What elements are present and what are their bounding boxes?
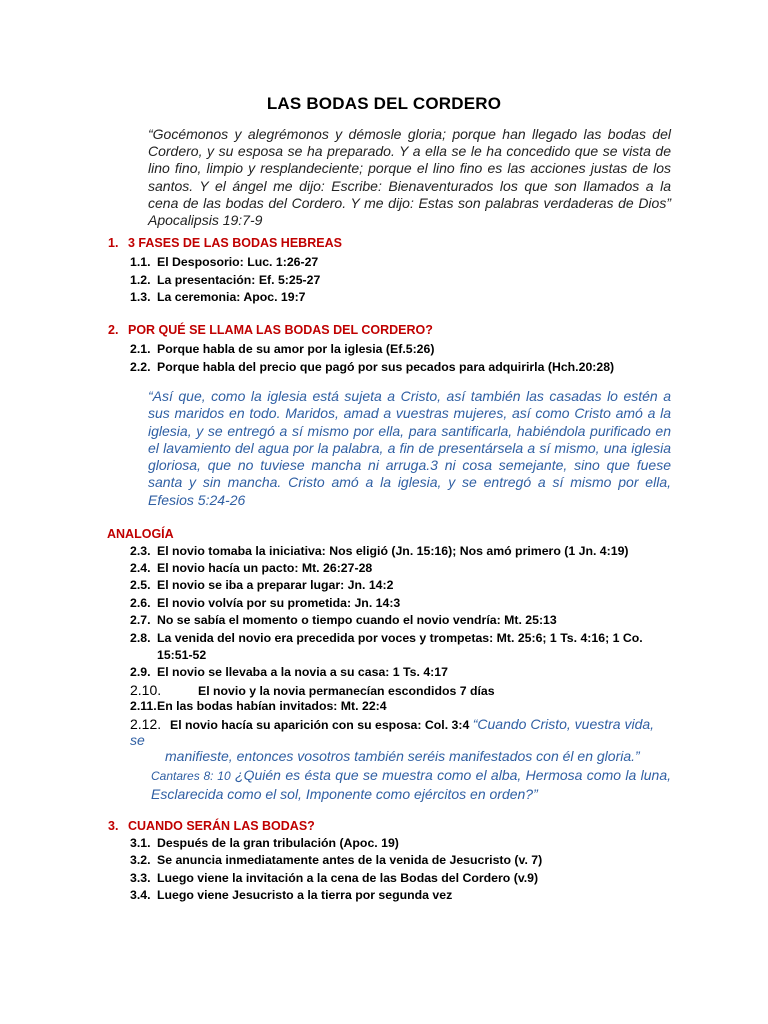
cantares-reference: Cantares 8: 10 [151,769,231,783]
ephesians-quote: “Así que, como la iglesia está sujeta a Cristo, así también las casadas lo estén a sus maridos en todo. Maridos, amad a vuestras mujeres, así como Cristo amó a la iglesia, y se entregó a sí mismo por ella, para santificarla, habiéndola purificado en el lavamiento del agua por la palabra, a fin de presentársela a sí mismo, una iglesia gloriosa, que no tuviese mancha ni arruga.3 ni cosa semejante, sino que fuese santa y sin mancha. Cristo amó a la iglesia, y se entregó a sí mismo por ella, Efesios 5:24-26 [148,388,671,508]
list-item: 3.3. Luego viene la invitación a la cena de las Bodas del Cordero (v.9) [130,871,539,885]
section-3-heading: 3. CUANDO SERÁN LAS BODAS? [108,819,315,833]
list-item: 2.1. Porque habla de su amor por la iglesia (Ef.5:26) [130,342,435,356]
cantares-quote: Cantares 8: 10 ¿Quién es ésta que se muestra como el alba, Hermosa como la luna, Esclarecida como el sol, Imponente como ejércitos en orden?” [151,767,672,802]
list-item: 2.8. La venida del novio era precedida por voces y trompetas: Mt. 25:6; 1 Ts. 4:16; 1 Co. 15:51-52 [130,631,643,662]
list-item-2-12: 2.12. El novio hacía su aparición con su esposa: Col. 3:4 “Cuando Cristo, vuestra vida, se manifieste, entonces vosotros también seréis manifestados con él en gloria.” [130,716,655,764]
list-item: 2.2. Porque habla del precio que pagó por sus pecados para adquirirla (Hch.20:28) [130,360,615,374]
list-item: 2.11.En las bodas habían invitados: Mt. 22:4 [130,699,387,713]
list-item: 2.10. El novio y la novia permanecían escondidos 7 días [130,682,495,698]
list-item: 2.3. El novio tomaba la iniciativa: Nos eligió (Jn. 15:16); Nos amó primero (1 Jn. 4:19) [130,544,629,558]
list-item: 1.2. La presentación: Ef. 5:25-27 [130,273,321,287]
list-item: 3.1. Después de la gran tribulación (Apoc. 19) [130,836,399,850]
list-item: 2.5. El novio se iba a preparar lugar: Jn. 14:2 [130,578,394,592]
list-item: 3.2. Se anuncia inmediatamente antes de la venida de Jesucristo (v. 7) [130,853,543,867]
list-item: 2.9. El novio se llevaba a la novia a su casa: 1 Ts. 4:17 [130,665,448,679]
analogia-heading: ANALOGÍA [107,527,174,541]
list-item: 2.6. El novio volvía por su prometida: Jn. 14:3 [130,596,401,610]
intro-quote: “Gocémonos y alegrémonos y démosle gloria; porque han llegado las bodas del Cordero, y su esposa se ha preparado. Y a ella se le ha concedido que se vista de lino fino, limpio y resplandeciente; porque el lino fino es las acciones justas de los santos. Y el ángel me dijo: Escribe: Bienaventurados los que son llamados a la cena de las bodas del Cordero. Y me dijo: Estas son palabras verdaderas de Dios” Apocalipsis 19:7-9 [148,126,671,229]
list-item: 1.1. El Desposorio: Luc. 1:26-27 [130,255,319,269]
list-item: 2.7. No se sabía el momento o tiempo cuando el novio vendría: Mt. 25:13 [130,613,557,627]
list-item: 2.4. El novio hacía un pacto: Mt. 26:27-28 [130,561,373,575]
list-item: 3.4. Luego viene Jesucristo a la tierra por segunda vez [130,888,453,902]
list-item: 1.3. La ceremonia: Apoc. 19:7 [130,290,306,304]
section-1-heading: 1. 3 FASES DE LAS BODAS HEBREAS [108,236,342,250]
section-2-heading: 2. POR QUÉ SE LLAMA LAS BODAS DEL CORDERO? [108,323,433,337]
page-title: LAS BODAS DEL CORDERO [266,94,502,113]
